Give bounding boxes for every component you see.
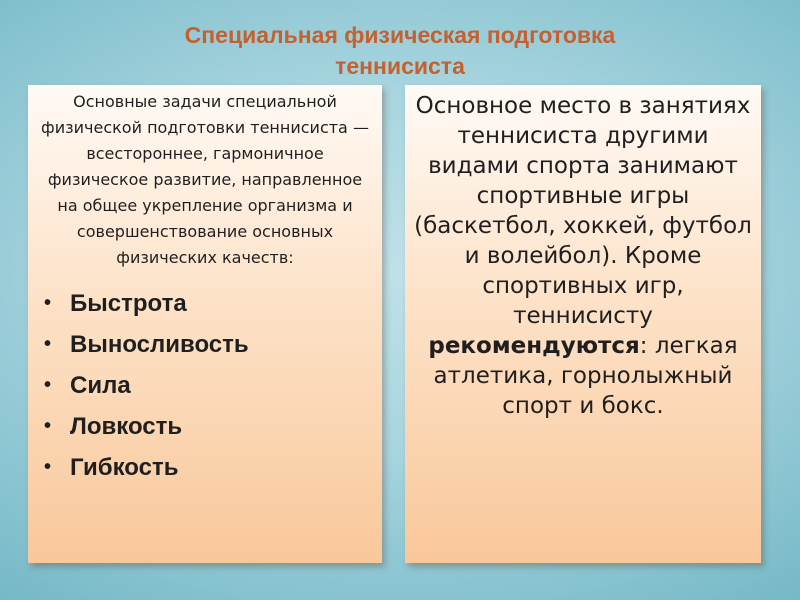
quality-label: Сила <box>70 372 131 399</box>
slide-title-line-2: теннисиста <box>335 53 465 79</box>
quality-label: Выносливость <box>70 331 249 358</box>
left-panel-intro: Основные задачи специальной физической подготовки теннисиста — всестороннее, гармоничное физическое развитие, направленное на общее укрепление организма и совершенствование основных физических качеств: <box>41 92 369 267</box>
bullet-icon: • <box>44 456 52 478</box>
bullet-icon: • <box>44 333 52 355</box>
right-panel-text <box>411 91 755 421</box>
bullet-icon: • <box>44 374 52 396</box>
right-panel-text-part-1: Основное место в занятиях теннисиста другими видами спорта занимают спортивные игры (баскетбол, хоккей, футбол и волейбол). Кроме спортивных игр, теннисисту <box>414 93 752 329</box>
bullet-icon: • <box>44 292 52 314</box>
quality-item-speed <box>44 283 374 324</box>
quality-label: Быстрота <box>70 290 187 317</box>
quality-label: Ловкость <box>70 413 183 440</box>
slide-title-line-1: Специальная физическая подготовка <box>184 22 616 48</box>
qualities-list <box>36 283 374 488</box>
slide-title <box>0 20 800 82</box>
quality-item-strength <box>44 365 374 406</box>
quality-item-agility <box>44 406 374 447</box>
bullet-icon: • <box>44 415 52 437</box>
quality-label: Гибкость <box>70 454 179 481</box>
right-panel-text-part-2: : легкая атлетика, горнолыжный спорт и бокс. <box>433 333 738 419</box>
right-panel <box>405 85 761 563</box>
left-panel <box>28 85 382 563</box>
right-panel-text-emphasis: рекомендуются <box>428 333 640 359</box>
quality-item-endurance <box>44 324 374 365</box>
quality-item-flexibility <box>44 447 374 488</box>
